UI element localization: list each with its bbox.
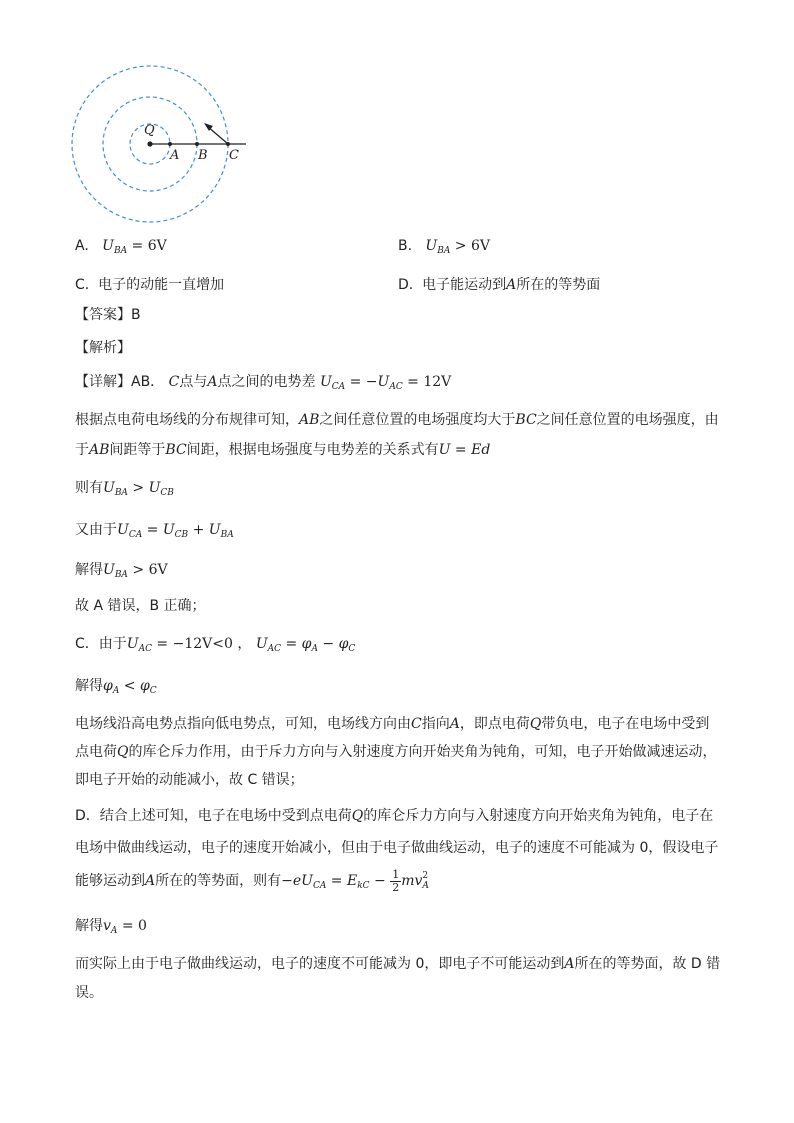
para2-line3: 即电子开始的动能减小，故 C 错误； <box>75 772 304 788</box>
option-a: A. $U_{BA} = 6V$ <box>75 238 167 256</box>
solve2-line: 解得$\varphi_A < \varphi_C$ <box>75 678 157 696</box>
point-a-dot <box>168 142 172 146</box>
equipotential-diagram <box>60 60 260 230</box>
para2-line1: 电场线沿高电势点指向低电势点，可知，电场线方向由C指向A，即点电荷Q带负电，电子在电场中受到 <box>75 716 710 732</box>
charge-q-dot <box>147 141 152 146</box>
para1-line2: 于AB间距等于BC间距，根据电场强度与电势差的关系式有U = Ed <box>75 442 491 458</box>
para3-line2: 电场中做曲线运动，电子的速度开始减小，但由于电子做曲线运动，电子的速度不可能减为 0，假设电子 <box>75 840 719 856</box>
para4-line2: 误。 <box>75 985 103 1001</box>
then-line: 则有$U_{BA} > U_{CB}$ <box>75 480 174 498</box>
option-c: C. 电子的动能一直增加 <box>75 277 225 293</box>
label-b: B <box>198 148 208 163</box>
fraction-half: $\frac{1}{2}$ <box>392 867 400 894</box>
answer-line: 【答案】B <box>75 307 141 323</box>
also-line: 又由于$U_{CA} = U_{CB} + U_{BA}$ <box>75 522 234 540</box>
option-b: B. $U_{BA} > 6V$ <box>398 238 491 256</box>
para1-line1: 根据点电荷电场线的分布规律可知，AB之间任意位置的电场强度均大于BC之间任意位置的电场强度，由 <box>75 412 719 428</box>
para2-line2: 点电荷Q的库仑斥力作用，由于斥力方向与入射速度方向开始夹角为钝角，可知，电子开始做减速运动， <box>75 744 717 760</box>
para3-line1: D．结合上述可知，电子在电场中受到点电荷Q的库仑斥力方向与入射速度方向开始夹角为钝角，电子在 <box>75 808 714 824</box>
option-d: D. 电子能运动到A所在的等势面 <box>398 277 601 293</box>
analysis-label: 【解析】 <box>75 340 131 356</box>
solve1-line: 解得$U_{BA} > 6V$ <box>75 562 168 580</box>
solve3-line: 解得$v_A = 0$ <box>75 918 147 936</box>
c-line: C．由于$U_{AC} = -12V<0$ ， $U_{AC} = \varphi_A - \varphi_C$ <box>75 636 356 654</box>
label-c: C <box>229 148 239 163</box>
label-q: Q <box>144 123 155 138</box>
point-b-dot <box>195 142 199 146</box>
para4-line1: 而实际上由于电子做曲线运动，电子的速度不可能减为 0，即电子不可能运动到A所在的等势面，故 D 错 <box>75 956 721 972</box>
detail-line: 【详解】AB． C点与A点之间的电势差 $U_{CA} = -U_{AC} = 12V$ <box>75 374 452 392</box>
label-a: A <box>170 148 180 163</box>
conclude1-line: 故 A 错误，B 正确； <box>75 598 206 614</box>
para3-line3: 能够运动到A所在的等势面，则有$-eU_{CA} = E_{kC}$ − $\frac{1}{2}$ mv 2 A <box>75 867 429 894</box>
